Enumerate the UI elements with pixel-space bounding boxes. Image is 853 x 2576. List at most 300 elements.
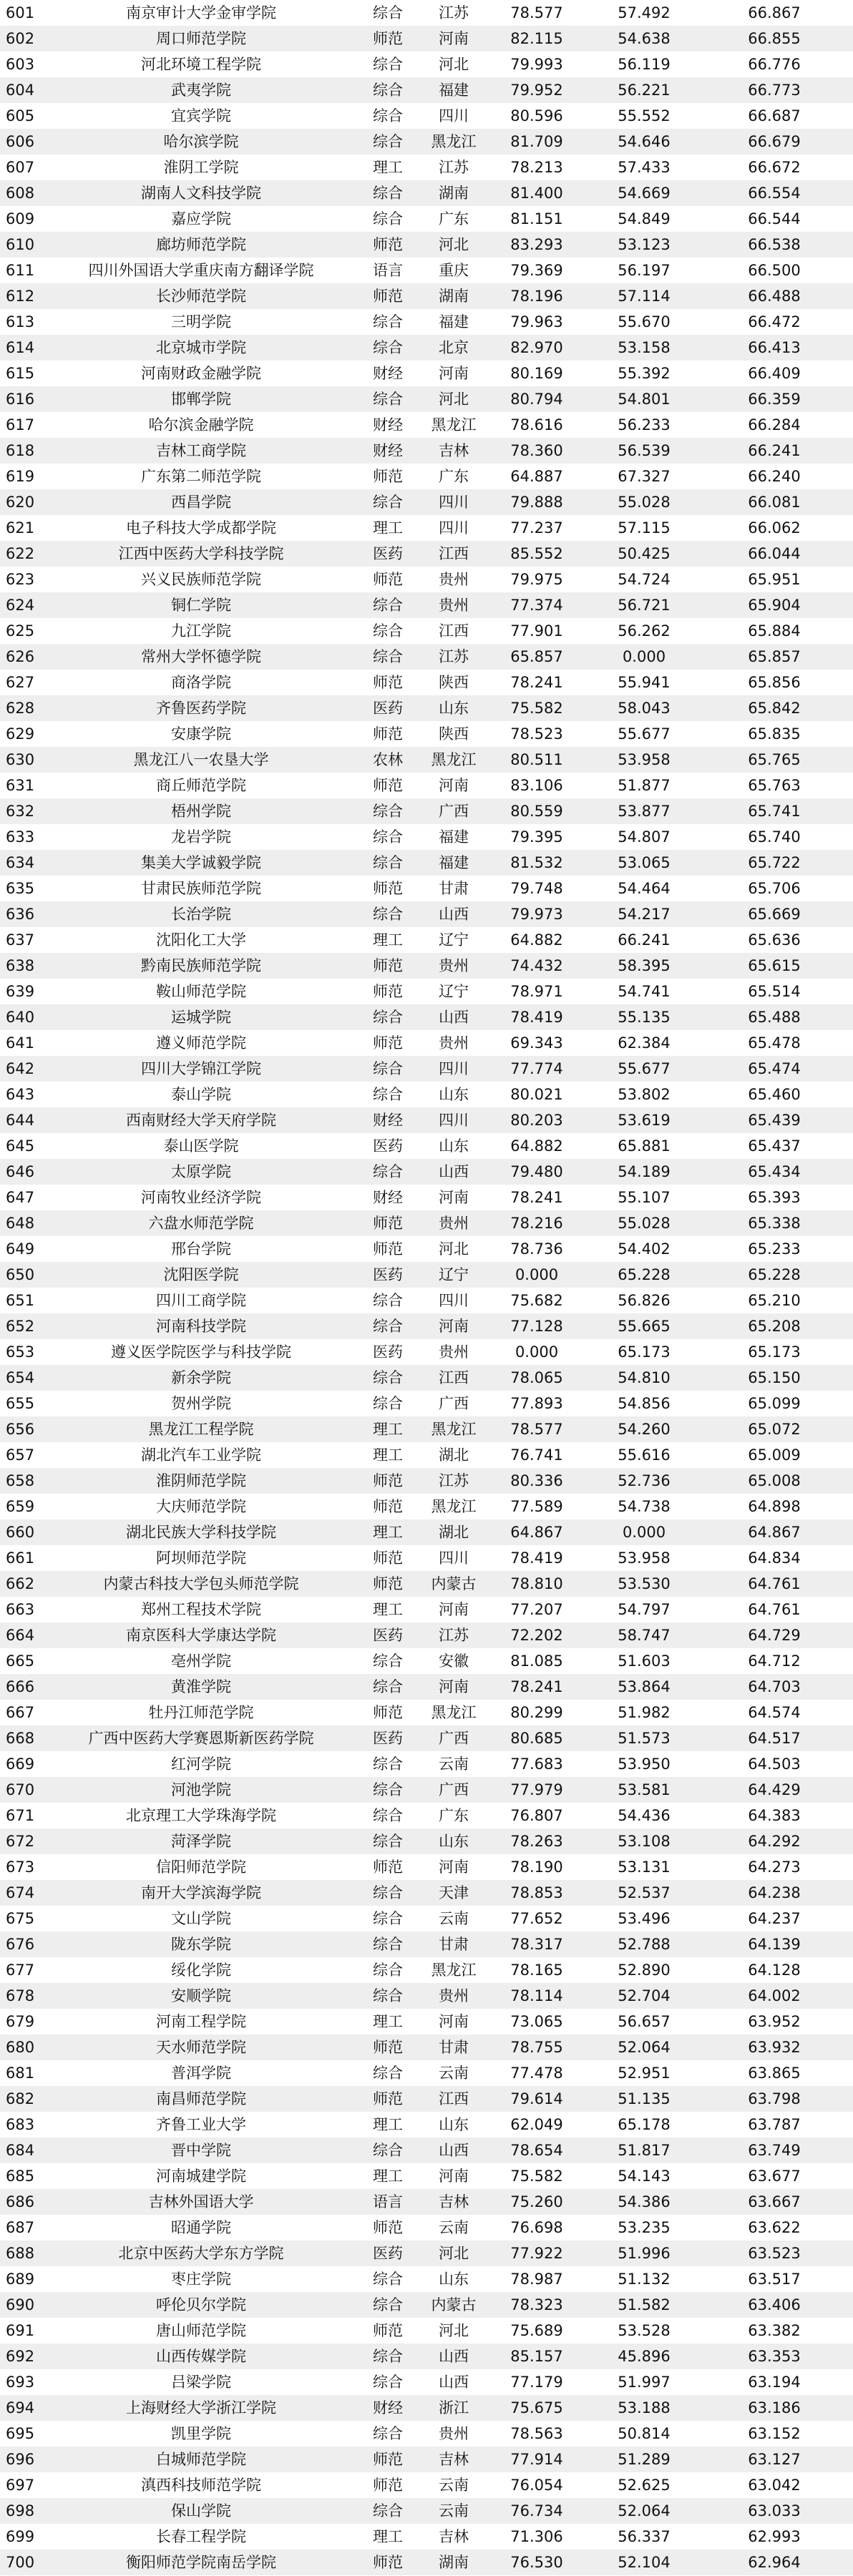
- score-1-cell: 78.853: [510, 1884, 563, 1901]
- school-type-cell: 师范: [373, 1240, 403, 1258]
- score-2-cell: 57.114: [618, 288, 671, 305]
- school-name-cell: 湖北民族大学科技学院: [126, 1524, 276, 1541]
- rank-cell: 635: [6, 880, 35, 897]
- table-row: [0, 1030, 853, 1056]
- province-cell: 甘肃: [439, 880, 469, 897]
- school-type-cell: 理工: [373, 2168, 403, 2185]
- rank-cell: 688: [6, 2245, 35, 2262]
- province-cell: 内蒙古: [431, 2296, 477, 2313]
- school-name-cell: 昭通学院: [171, 2219, 231, 2236]
- rank-cell: 647: [6, 1189, 35, 1206]
- table-row: [0, 1056, 853, 1082]
- school-type-cell: 综合: [373, 2142, 403, 2159]
- school-name-cell: 鞍山师范学院: [156, 983, 246, 1000]
- rank-cell: 672: [6, 1833, 35, 1850]
- score-2-cell: 54.738: [618, 1498, 671, 1515]
- school-type-cell: 综合: [373, 2425, 403, 2442]
- school-type-cell: 医药: [373, 1266, 403, 1283]
- rank-cell: 692: [6, 2348, 35, 2365]
- total-score-cell: 63.932: [748, 2039, 801, 2056]
- score-1-cell: 76.530: [510, 2554, 563, 2571]
- rank-cell: 654: [6, 1369, 35, 1386]
- school-name-cell: 北京城市学院: [156, 339, 246, 356]
- score-1-cell: 71.306: [510, 2528, 563, 2545]
- table-row: [0, 1906, 853, 1931]
- score-1-cell: 78.577: [510, 1421, 563, 1438]
- rank-cell: 662: [6, 1575, 35, 1592]
- score-2-cell: 0.000: [622, 1524, 666, 1541]
- school-name-cell: 齐鲁工业大学: [156, 2116, 246, 2133]
- rank-cell: 661: [6, 1549, 35, 1567]
- score-2-cell: 56.233: [618, 416, 671, 434]
- score-1-cell: 76.054: [510, 2477, 563, 2494]
- score-1-cell: 78.810: [510, 1575, 563, 1592]
- rank-cell: 644: [6, 1112, 35, 1129]
- table-row: [0, 1648, 853, 1674]
- score-1-cell: 0.000: [515, 1266, 559, 1283]
- score-1-cell: 64.867: [510, 1524, 563, 1541]
- table-row: [0, 1339, 853, 1365]
- total-score-cell: 64.703: [748, 1678, 801, 1695]
- score-1-cell: 77.207: [510, 1601, 563, 1618]
- table-row: [0, 1365, 853, 1391]
- province-cell: 四川: [439, 107, 469, 124]
- rank-cell: 606: [6, 133, 35, 150]
- school-name-cell: 四川大学锦江学院: [141, 1060, 261, 1077]
- score-1-cell: 64.887: [510, 468, 563, 485]
- school-name-cell: 铜仁学院: [171, 597, 231, 614]
- province-cell: 云南: [439, 1910, 469, 1927]
- table-row: [0, 1416, 853, 1442]
- score-2-cell: 53.958: [618, 1549, 671, 1567]
- province-cell: 广西: [439, 1730, 469, 1747]
- school-type-cell: 综合: [373, 1807, 403, 1824]
- score-1-cell: 77.179: [510, 2374, 563, 2391]
- rank-cell: 690: [6, 2296, 35, 2313]
- school-type-cell: 财经: [373, 416, 403, 434]
- score-2-cell: 51.996: [618, 2245, 671, 2262]
- table-row: [0, 2112, 853, 2137]
- school-type-cell: 综合: [373, 133, 403, 150]
- total-score-cell: 65.706: [748, 880, 801, 897]
- score-1-cell: 64.882: [510, 931, 563, 949]
- total-score-cell: 65.437: [748, 1137, 801, 1155]
- province-cell: 广西: [439, 803, 469, 820]
- score-2-cell: 0.000: [622, 648, 666, 665]
- total-score-cell: 64.139: [748, 1936, 801, 1953]
- province-cell: 山西: [439, 906, 469, 923]
- score-2-cell: 65.881: [618, 1137, 671, 1155]
- school-name-cell: 枣庄学院: [171, 2271, 231, 2288]
- table-row: [0, 2292, 853, 2318]
- province-cell: 江苏: [439, 1472, 469, 1489]
- score-2-cell: 51.997: [618, 2374, 671, 2391]
- table-row: [0, 1854, 853, 1880]
- score-2-cell: 55.677: [618, 1060, 671, 1077]
- total-score-cell: 65.763: [748, 777, 801, 794]
- score-2-cell: 51.573: [618, 1730, 671, 1747]
- score-1-cell: 78.736: [510, 1240, 563, 1258]
- score-1-cell: 78.523: [510, 725, 563, 743]
- total-score-cell: 65.951: [748, 571, 801, 588]
- school-name-cell: 呼伦贝尔学院: [156, 2296, 246, 2313]
- total-score-cell: 63.749: [748, 2142, 801, 2159]
- school-type-cell: 综合: [373, 185, 403, 202]
- rank-cell: 681: [6, 2065, 35, 2082]
- table-row: [0, 1700, 853, 1725]
- school-type-cell: 财经: [373, 442, 403, 459]
- score-1-cell: 75.682: [510, 1292, 563, 1309]
- school-type-cell: 师范: [373, 2554, 403, 2571]
- score-1-cell: 74.432: [510, 957, 563, 974]
- score-1-cell: 78.323: [510, 2296, 563, 2313]
- school-type-cell: 师范: [373, 1034, 403, 1052]
- province-cell: 河南: [439, 1858, 469, 1876]
- school-type-cell: 综合: [373, 2271, 403, 2288]
- table-row: [0, 1597, 853, 1622]
- school-type-cell: 师范: [373, 1215, 403, 1232]
- school-name-cell: 河北环境工程学院: [141, 56, 261, 73]
- province-cell: 贵州: [439, 1215, 469, 1232]
- school-name-cell: 齐鲁医药学院: [156, 700, 246, 717]
- province-cell: 山西: [439, 2374, 469, 2391]
- province-cell: 贵州: [439, 1034, 469, 1052]
- table-row: [0, 2421, 853, 2447]
- score-2-cell: 53.108: [618, 1833, 671, 1850]
- school-name-cell: 南昌师范学院: [156, 2090, 246, 2107]
- total-score-cell: 64.761: [748, 1601, 801, 1618]
- table-row: [0, 438, 853, 464]
- score-2-cell: 56.119: [618, 56, 671, 73]
- total-score-cell: 64.517: [748, 1730, 801, 1747]
- school-name-cell: 亳州学院: [171, 1652, 231, 1670]
- score-2-cell: 57.115: [618, 519, 671, 537]
- rank-cell: 660: [6, 1524, 35, 1541]
- school-name-cell: 天水师范学院: [156, 2039, 246, 2056]
- school-name-cell: 大庆师范学院: [156, 1498, 246, 1515]
- score-1-cell: 78.654: [510, 2142, 563, 2159]
- total-score-cell: 66.044: [748, 545, 801, 562]
- score-1-cell: 78.241: [510, 1678, 563, 1695]
- score-2-cell: 53.065: [618, 854, 671, 871]
- school-type-cell: 综合: [373, 1652, 403, 1670]
- table-row: [0, 1082, 853, 1107]
- table-row: [0, 747, 853, 773]
- province-cell: 四川: [439, 1292, 469, 1309]
- score-2-cell: 52.890: [618, 1962, 671, 1979]
- total-score-cell: 65.478: [748, 1034, 801, 1052]
- table-row: [0, 1107, 853, 1133]
- total-score-cell: 65.514: [748, 983, 801, 1000]
- table-row: [0, 52, 853, 77]
- school-type-cell: 师范: [373, 236, 403, 253]
- total-score-cell: 64.574: [748, 1704, 801, 1721]
- school-name-cell: 邢台学院: [171, 1240, 231, 1258]
- table-row: [0, 2318, 853, 2344]
- score-2-cell: 53.188: [618, 2399, 671, 2416]
- rank-cell: 614: [6, 339, 35, 356]
- school-type-cell: 综合: [373, 1987, 403, 2004]
- school-type-cell: 综合: [373, 854, 403, 871]
- table-row: [0, 386, 853, 412]
- province-cell: 山东: [439, 1137, 469, 1155]
- score-2-cell: 50.425: [618, 545, 671, 562]
- score-1-cell: 80.169: [510, 365, 563, 382]
- score-2-cell: 54.260: [618, 1421, 671, 1438]
- table-row: [0, 1519, 853, 1545]
- school-name-cell: 遵义师范学院: [156, 1034, 246, 1052]
- total-score-cell: 65.434: [748, 1163, 801, 1180]
- table-row: [0, 515, 853, 541]
- school-type-cell: 综合: [373, 1009, 403, 1026]
- province-cell: 贵州: [439, 571, 469, 588]
- rank-cell: 652: [6, 1318, 35, 1335]
- rank-cell: 697: [6, 2477, 35, 2494]
- school-type-cell: 医药: [373, 1137, 403, 1155]
- score-2-cell: 67.327: [618, 468, 671, 485]
- rank-cell: 665: [6, 1652, 35, 1670]
- school-name-cell: 湖北汽车工业学院: [141, 1446, 261, 1464]
- score-2-cell: 52.951: [618, 2065, 671, 2082]
- score-1-cell: 75.582: [510, 700, 563, 717]
- school-name-cell: 武夷学院: [171, 82, 231, 99]
- school-type-cell: 综合: [373, 1962, 403, 1979]
- rank-cell: 685: [6, 2168, 35, 2185]
- rank-cell: 646: [6, 1163, 35, 1180]
- rank-cell: 691: [6, 2322, 35, 2339]
- score-1-cell: 81.085: [510, 1652, 563, 1670]
- school-type-cell: 理工: [373, 931, 403, 949]
- school-type-cell: 综合: [373, 1086, 403, 1103]
- school-name-cell: 商丘师范学院: [156, 777, 246, 794]
- table-row: [0, 824, 853, 850]
- school-name-cell: 西南财经大学天府学院: [126, 1112, 276, 1129]
- score-1-cell: 79.963: [510, 313, 563, 330]
- table-row: [0, 1159, 853, 1185]
- score-2-cell: 54.143: [618, 2168, 671, 2185]
- table-row: [0, 1391, 853, 1416]
- total-score-cell: 64.867: [748, 1524, 801, 1541]
- score-1-cell: 85.552: [510, 545, 563, 562]
- score-1-cell: 79.614: [510, 2090, 563, 2107]
- table-row: [0, 335, 853, 361]
- score-2-cell: 55.135: [618, 1009, 671, 1026]
- table-row: [0, 798, 853, 824]
- total-score-cell: 63.517: [748, 2271, 801, 2288]
- province-cell: 江西: [439, 2090, 469, 2107]
- school-name-cell: 九江学院: [171, 622, 231, 640]
- score-1-cell: 78.577: [510, 4, 563, 21]
- province-cell: 山东: [439, 1833, 469, 1850]
- province-cell: 云南: [439, 2219, 469, 2236]
- score-2-cell: 53.530: [618, 1575, 671, 1592]
- rank-cell: 679: [6, 2013, 35, 2030]
- score-2-cell: 55.665: [618, 1318, 671, 1335]
- score-2-cell: 51.135: [618, 2090, 671, 2107]
- score-1-cell: 79.748: [510, 880, 563, 897]
- score-2-cell: 53.496: [618, 1910, 671, 1927]
- total-score-cell: 65.228: [748, 1266, 801, 1283]
- total-score-cell: 62.964: [748, 2554, 801, 2571]
- table-row: [0, 1751, 853, 1777]
- score-2-cell: 52.064: [618, 2502, 671, 2519]
- school-name-cell: 广东第二师范学院: [141, 468, 261, 485]
- school-type-cell: 综合: [373, 648, 403, 665]
- table-row: [0, 901, 853, 927]
- table-row: [0, 180, 853, 206]
- province-cell: 四川: [439, 519, 469, 537]
- score-2-cell: 54.638: [618, 30, 671, 47]
- school-type-cell: 师范: [373, 1858, 403, 1876]
- school-name-cell: 甘肃民族师范学院: [141, 880, 261, 897]
- score-2-cell: 56.262: [618, 622, 671, 640]
- score-1-cell: 81.151: [510, 210, 563, 227]
- total-score-cell: 63.382: [748, 2322, 801, 2339]
- total-score-cell: 65.072: [748, 1421, 801, 1438]
- score-2-cell: 58.747: [618, 1627, 671, 1644]
- rank-cell: 700: [6, 2554, 35, 2571]
- score-2-cell: 56.221: [618, 82, 671, 99]
- total-score-cell: 64.238: [748, 1884, 801, 1901]
- province-cell: 云南: [439, 1755, 469, 1773]
- school-type-cell: 师范: [373, 1704, 403, 1721]
- school-name-cell: 湖南人文科技学院: [141, 185, 261, 202]
- score-1-cell: 81.532: [510, 854, 563, 871]
- score-1-cell: 78.563: [510, 2425, 563, 2442]
- school-type-cell: 综合: [373, 82, 403, 99]
- score-2-cell: 54.801: [618, 391, 671, 408]
- score-1-cell: 78.114: [510, 1987, 563, 2004]
- rank-cell: 618: [6, 442, 35, 459]
- score-1-cell: 75.675: [510, 2399, 563, 2416]
- rank-cell: 676: [6, 1936, 35, 1953]
- province-cell: 山东: [439, 2116, 469, 2133]
- rank-cell: 678: [6, 1987, 35, 2004]
- school-name-cell: 兴义民族师范学院: [141, 571, 261, 588]
- province-cell: 河南: [439, 2168, 469, 2185]
- school-type-cell: 综合: [373, 391, 403, 408]
- score-1-cell: 78.065: [510, 1369, 563, 1386]
- table-row: [0, 77, 853, 103]
- school-type-cell: 理工: [373, 2116, 403, 2133]
- school-type-cell: 综合: [373, 210, 403, 227]
- province-cell: 吉林: [439, 442, 469, 459]
- school-name-cell: 淮阴师范学院: [156, 1472, 246, 1489]
- table-row: [0, 232, 853, 258]
- table-row: [0, 0, 853, 26]
- province-cell: 黑龙江: [431, 1421, 477, 1438]
- score-2-cell: 54.217: [618, 906, 671, 923]
- score-2-cell: 51.817: [618, 2142, 671, 2159]
- table-row: [0, 1185, 853, 1210]
- school-type-cell: 综合: [373, 494, 403, 511]
- rank-cell: 628: [6, 700, 35, 717]
- province-cell: 河北: [439, 56, 469, 73]
- province-cell: 四川: [439, 1112, 469, 1129]
- score-1-cell: 76.741: [510, 1446, 563, 1464]
- total-score-cell: 65.856: [748, 674, 801, 691]
- table-row: [0, 412, 853, 438]
- total-score-cell: 63.353: [748, 2348, 801, 2365]
- table-row: [0, 1494, 853, 1519]
- school-name-cell: 南开大学滨海学院: [141, 1884, 261, 1901]
- score-1-cell: 80.021: [510, 1086, 563, 1103]
- school-name-cell: 郑州工程技术学院: [141, 1601, 261, 1618]
- total-score-cell: 63.677: [748, 2168, 801, 2185]
- school-name-cell: 电子科技大学成都学院: [126, 519, 276, 537]
- school-name-cell: 吕梁学院: [171, 2374, 231, 2391]
- rank-cell: 668: [6, 1730, 35, 1747]
- score-2-cell: 51.582: [618, 2296, 671, 2313]
- province-cell: 湖南: [439, 2554, 469, 2571]
- score-2-cell: 53.123: [618, 236, 671, 253]
- province-cell: 辽宁: [439, 983, 469, 1000]
- score-2-cell: 52.625: [618, 2477, 671, 2494]
- total-score-cell: 66.687: [748, 107, 801, 124]
- school-name-cell: 吉林工商学院: [156, 442, 246, 459]
- total-score-cell: 65.439: [748, 1112, 801, 1129]
- school-name-cell: 保山学院: [171, 2502, 231, 2519]
- rank-cell: 610: [6, 236, 35, 253]
- school-name-cell: 南京审计大学金审学院: [126, 4, 276, 21]
- total-score-cell: 66.544: [748, 210, 801, 227]
- rank-cell: 612: [6, 288, 35, 305]
- school-type-cell: 理工: [373, 1524, 403, 1541]
- score-1-cell: 76.807: [510, 1807, 563, 1824]
- province-cell: 贵州: [439, 2425, 469, 2442]
- school-name-cell: 河南工程学院: [156, 2013, 246, 2030]
- rank-cell: 682: [6, 2090, 35, 2107]
- score-1-cell: 78.263: [510, 1833, 563, 1850]
- province-cell: 贵州: [439, 1987, 469, 2004]
- total-score-cell: 63.667: [748, 2193, 801, 2210]
- table-row: [0, 464, 853, 489]
- rank-cell: 620: [6, 494, 35, 511]
- total-score-cell: 65.099: [748, 1395, 801, 1412]
- score-1-cell: 78.360: [510, 442, 563, 459]
- total-score-cell: 65.393: [748, 1189, 801, 1206]
- school-type-cell: 综合: [373, 597, 403, 614]
- school-type-cell: 理工: [373, 519, 403, 537]
- total-score-cell: 65.842: [748, 700, 801, 717]
- school-name-cell: 河池学院: [171, 1781, 231, 1798]
- total-score-cell: 63.787: [748, 2116, 801, 2133]
- score-1-cell: 77.128: [510, 1318, 563, 1335]
- rank-cell: 689: [6, 2271, 35, 2288]
- total-score-cell: 64.292: [748, 1833, 801, 1850]
- province-cell: 河南: [439, 30, 469, 47]
- table-row: [0, 2009, 853, 2034]
- rank-cell: 625: [6, 622, 35, 640]
- school-type-cell: 理工: [373, 2013, 403, 2030]
- rank-cell: 683: [6, 2116, 35, 2133]
- score-2-cell: 54.646: [618, 133, 671, 150]
- school-name-cell: 河南科技学院: [156, 1318, 246, 1335]
- rank-cell: 633: [6, 828, 35, 846]
- total-score-cell: 66.672: [748, 159, 801, 176]
- province-cell: 江西: [439, 545, 469, 562]
- school-type-cell: 综合: [373, 1936, 403, 1953]
- score-2-cell: 55.552: [618, 107, 671, 124]
- province-cell: 黑龙江: [431, 133, 477, 150]
- province-cell: 陕西: [439, 725, 469, 743]
- province-cell: 江西: [439, 622, 469, 640]
- score-1-cell: 78.419: [510, 1009, 563, 1026]
- table-row: [0, 1622, 853, 1648]
- score-1-cell: 77.652: [510, 1910, 563, 1927]
- table-row: [0, 1983, 853, 2009]
- school-type-cell: 财经: [373, 1189, 403, 1206]
